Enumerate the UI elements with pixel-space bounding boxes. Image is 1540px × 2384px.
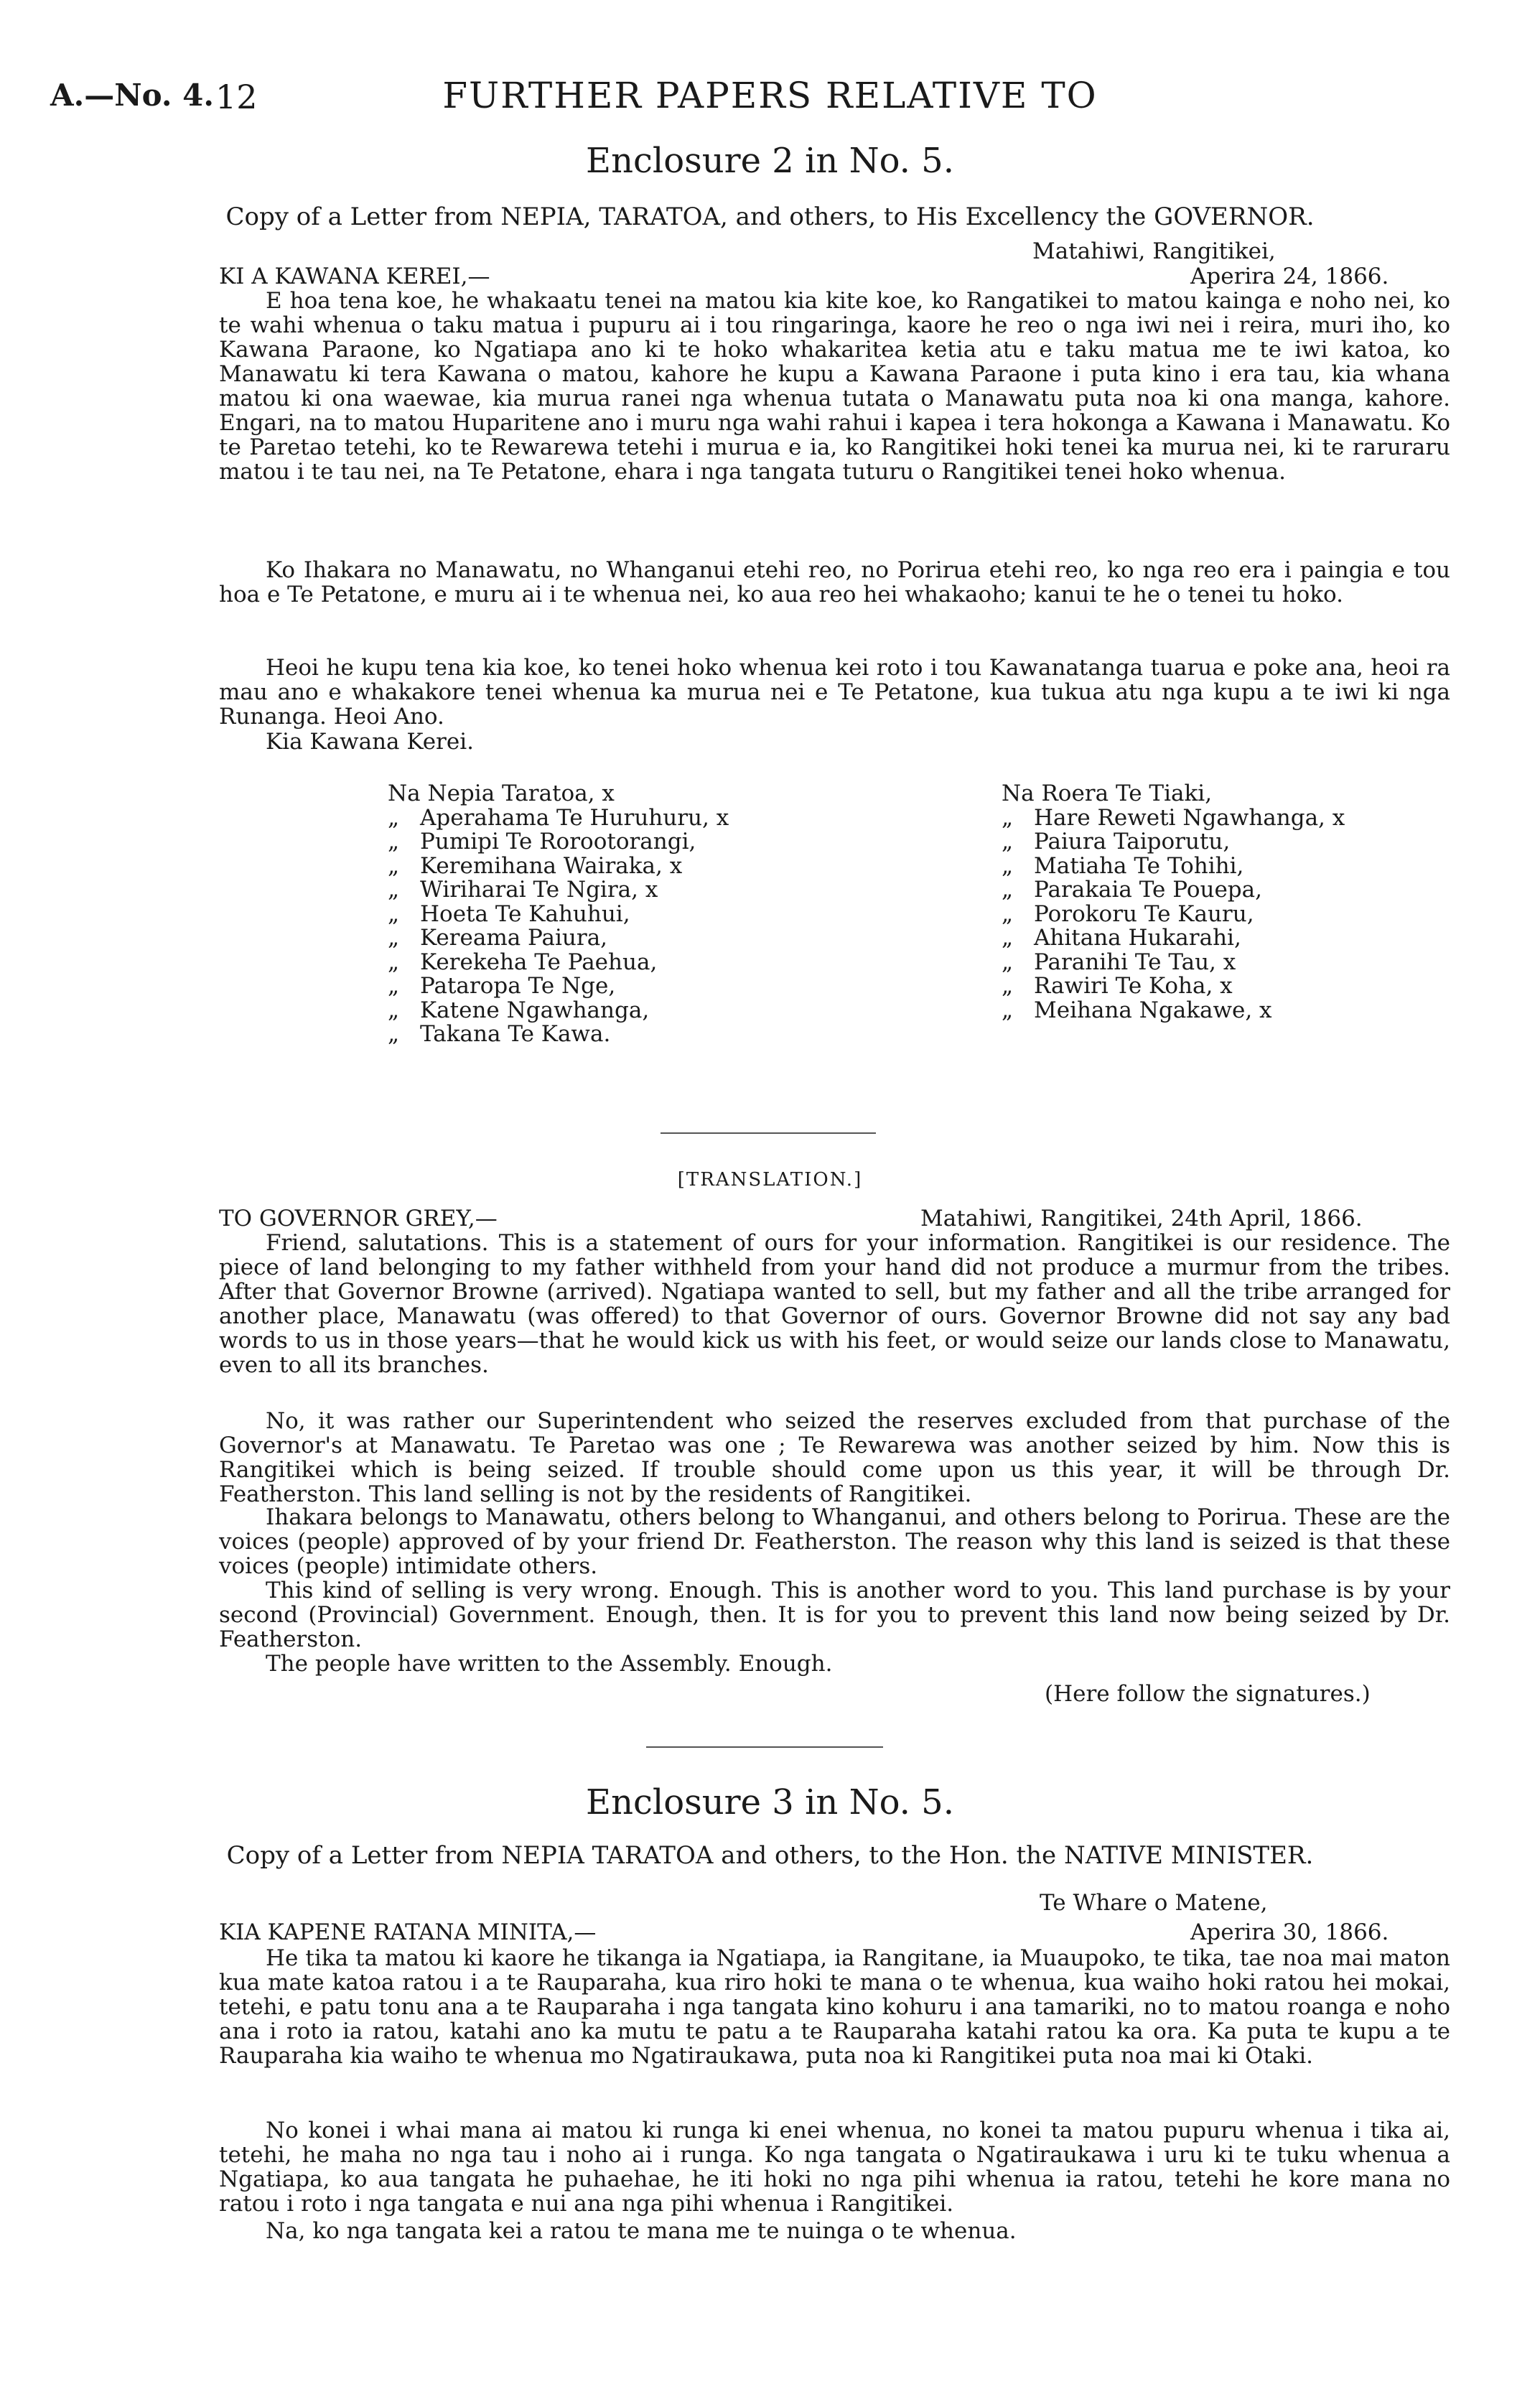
signature-name: Pataropa Te Nge, bbox=[420, 973, 616, 999]
enclosure-2-place: Matahiwi, Rangitikei, bbox=[1032, 238, 1276, 264]
ditto-mark: „ bbox=[388, 973, 400, 999]
page-number: 12 bbox=[215, 78, 258, 116]
enclosure-2-maori-paragraph-3: Heoi he kupu tena kia koe, ko tenei hoko whenua kei roto i tou Kawanatanga tuarua e poke ana, heoi ra mau ano e whakakore tenei whenua ka murua nei e Te Petatone, kua tukua atu nga kupu a te iwi ki nga Runanga. Heoi Ano. bbox=[219, 655, 1450, 730]
translation-paragraph-5: The people have written to the Assembly. Enough. bbox=[266, 1651, 833, 1677]
signature-name: Takana Te Kawa. bbox=[420, 1021, 611, 1047]
signature-row bbox=[1002, 900, 1345, 927]
translation-date: Matahiwi, Rangitikei, 24th April, 1866. bbox=[920, 1206, 1363, 1231]
translation-paragraph-3: Ihakara belongs to Manawatu, others belong to Whanganui, and others belong to Porirua. These are the voices (people) approved of by your friend Dr. Featherston. The reason why this land is seized is that these voices (people) intimidate others. bbox=[219, 1504, 1450, 1579]
enclosure-3-place: Te Whare o Matene, bbox=[1040, 1890, 1268, 1916]
section-divider bbox=[646, 1746, 883, 1748]
enclosure-2-maori-paragraph-2: Ko Ihakara no Manawatu, no Whanganui etehi reo, no Porirua etehi reo, ko nga reo era i paingia e tou hoa e Te Petatone, e muru ai i te whenua nei, ko aua reo hei whakaoho; kanui te he o tenei tu hoko. bbox=[219, 557, 1450, 607]
ditto-mark: „ bbox=[388, 829, 400, 855]
translation-label: [TRANSLATION.] bbox=[677, 1169, 863, 1191]
signature-row bbox=[388, 974, 729, 999]
enclosure-3-salutation: KIA KAPENE RATANA MINITA,— bbox=[219, 1919, 597, 1945]
signature-row bbox=[1002, 852, 1345, 879]
signature-row bbox=[1002, 974, 1345, 999]
signature-name: Kerekeha Te Paehua, bbox=[420, 949, 658, 975]
enclosure-2-date: Aperira 24, 1866. bbox=[1190, 264, 1389, 289]
ditto-mark: „ bbox=[1002, 997, 1014, 1023]
signature-row bbox=[388, 926, 729, 951]
signature-row bbox=[388, 806, 729, 831]
signature-name: Matiaha Te Tohihi, bbox=[1034, 852, 1244, 879]
signature-name: Porokoru Te Kauru, bbox=[1034, 900, 1254, 927]
ditto-mark: „ bbox=[388, 997, 400, 1023]
signature-name: Rawiri Te Koha, x bbox=[1034, 973, 1233, 999]
enclosure-2-salutation: KI A KAWANA KEREI,— bbox=[219, 264, 490, 289]
signature-row bbox=[388, 878, 729, 903]
ditto-mark: „ bbox=[388, 925, 400, 951]
signature-name: Hoeta Te Kahuhui, bbox=[420, 900, 630, 927]
enclosure-2-heading: Enclosure 2 in No. 5. bbox=[586, 141, 954, 181]
enclosure-3-caption: Copy of a Letter from NEPIA TARATOA and others, to the Hon. the NATIVE MINISTER. bbox=[226, 1841, 1314, 1870]
signature-column-right bbox=[1002, 782, 1345, 1023]
enclosure-3-paragraph-3: Na, ko nga tangata kei a ratou te mana me te nuinga o te whenua. bbox=[266, 2218, 1017, 2244]
translation-paragraph-2: No, it was rather our Superintendent who seized the reserves excluded from that purchase of the Governor's at Manawatu. Te Paretao was one ; Te Rewarewa was another seized by him. Now this is Rangitikei which is being seized. If trouble should come upon us this year, it will be through Dr. Featherston. This land selling is not by the residents of Rangitikei. bbox=[219, 1408, 1450, 1507]
ditto-mark: „ bbox=[1002, 900, 1014, 927]
signature-name: Na Roera Te Tiaki, bbox=[1002, 781, 1213, 806]
signature-row bbox=[1002, 806, 1345, 831]
signature-row bbox=[388, 900, 729, 927]
ditto-mark: „ bbox=[388, 852, 400, 879]
signature-row bbox=[1002, 999, 1345, 1023]
ditto-mark: „ bbox=[388, 900, 400, 927]
signature-row bbox=[388, 951, 729, 975]
signature-row bbox=[1002, 926, 1345, 951]
enclosure-2-maori-paragraph-1: E hoa tena koe, he whakaatu tenei na matou kia kite koe, ko Rangatikei to matou kainga e noho nei, ko te wahi whenua o taku matua i pupuru ai i tou ringaringa, kaore he reo o nga iwi nei i reira, muri iho, ko Kawana Paraone, ko Ngatiapa ano ki te hoko whakaritea ketia atu e taku matua me te iwi katoa, ko Manawatu ki tera Kawana o matou, kahore he kupu a Kawana Paraone i puta kino i era tau, kia whana matou ki ona waewae, kia murua ranei nga whenua tutata o Manawatu puta noa ki ona manga, kahore. Engari, na to matou Huparitene ano i muru nga wahi rahui i kapea i tera hokonga a Kawana i Manawatu. Ko te Paretao tetehi, ko te Rewarewa tetehi i murua e ia, ko Rangitikei hoki tenei ka murua nei, ki te raruraru matou i te tau nei, na Te Petatone, ehara i nga tangata tuturu o Rangitikei tenei hoko whenua. bbox=[219, 288, 1450, 485]
signature-name: Katene Ngawhanga, bbox=[420, 997, 650, 1023]
ditto-mark: „ bbox=[1002, 925, 1014, 951]
enclosure-2-closing: Kia Kawana Kerei. bbox=[266, 729, 474, 755]
signature-name: Paranihi Te Tau, x bbox=[1034, 949, 1236, 975]
signatures-note: (Here follow the signatures.) bbox=[1045, 1681, 1371, 1707]
signature-row bbox=[388, 830, 729, 855]
signature-column-left bbox=[388, 782, 729, 1047]
enclosure-3-heading: Enclosure 3 in No. 5. bbox=[586, 1782, 954, 1822]
translation-paragraph-1: Friend, salutations. This is a statement of ours for your information. Rangitikei is our residence. The piece of land belonging to my father withheld from your hand did not produce a murmur from the tribes. After that Governor Browne (arrived). Ngatiapa wanted to sell, but my father and all the tribe arranged for another place, Manawatu (was offered) to that Governor of ours. Governor Browne did not say any bad words to us in those years—that he would kick us with his feet, or would seize our lands close to Manawatu, even to all its branches. bbox=[219, 1230, 1450, 1378]
signature-row bbox=[388, 1023, 729, 1047]
signature-name: Ahitana Hukarahi, bbox=[1034, 925, 1241, 951]
signature-row bbox=[388, 999, 729, 1023]
signature-row bbox=[1002, 951, 1345, 975]
ditto-mark: „ bbox=[388, 804, 400, 831]
signature-name: Hare Reweti Ngawhanga, x bbox=[1034, 804, 1345, 831]
signature-row bbox=[1002, 830, 1345, 855]
ditto-mark: „ bbox=[388, 949, 400, 975]
signature-name: Keremihana Wairaka, x bbox=[420, 852, 683, 879]
signature-row bbox=[1002, 878, 1345, 903]
signature-name: Wiriharai Te Ngira, x bbox=[420, 877, 658, 903]
signature-name: Kereama Paiura, bbox=[420, 925, 608, 951]
ditto-mark: „ bbox=[1002, 973, 1014, 999]
signature-name: Paiura Taiporutu, bbox=[1034, 829, 1231, 855]
signature-row bbox=[388, 852, 729, 879]
ditto-mark: „ bbox=[1002, 804, 1014, 831]
ditto-mark: „ bbox=[1002, 877, 1014, 903]
enclosure-3-paragraph-1: He tika ta matou ki kaore he tikanga ia Ngatiapa, ia Rangitane, ia Muaupoko, te tika, tae noa mai maton kua mate katoa ratou i a te Rauparaha, kua riro hoki te mana o te whenua, kua waiho hoki ratou hei mokai, tetehi, e patu tonu ana a te Rauparaha i nga tangata kino kohuru i ana tamariki, no to matou roanga e noho ana i roto ia ratou, katahi ano ka mutu te patu a te Rauparaha katahi ratou ka ora. Ka puta te kupu a te Rauparaha kia waiho te whenua mo Ngatiraukawa, puta noa ki Rangitikei puta noa mai ki Otaki. bbox=[219, 1945, 1450, 2069]
running-title: FURTHER PAPERS RELATIVE TO bbox=[442, 75, 1098, 116]
translation-paragraph-4: This kind of selling is very wrong. Enough. This is another word to you. This land purchase is by your second (Provincial) Government. Enough, then. It is for you to prevent this land now being seized by Dr. Featherston. bbox=[219, 1578, 1450, 1652]
enclosure-2-caption: Copy of a Letter from NEPIA, TARATOA, and others, to His Excellency the GOVERNOR. bbox=[225, 202, 1315, 231]
ditto-mark: „ bbox=[1002, 829, 1014, 855]
enclosure-3-paragraph-2: No konei i whai mana ai matou ki runga ki enei whenua, no konei ta matou pupuru whenua i tika ai, tetehi, he maha no nga tau i noho ai i runga. Ko nga tangata o Ngatiraukawa i uru ki te tuku whenua a Ngatiapa, ko aua tangata he puhaehae, he iti hoki no nga pihi whenua ia ratou, tetehi he kore mana no ratou i roto i nga tangata e nui ana nga pihi whenua i Rangitikei. bbox=[219, 2118, 1450, 2217]
enclosure-3-date: Aperira 30, 1866. bbox=[1190, 1919, 1389, 1945]
ditto-mark: „ bbox=[388, 1021, 400, 1047]
document-reference: A.—No. 4. bbox=[50, 78, 214, 113]
ditto-mark: „ bbox=[1002, 852, 1014, 879]
signature-name: Aperahama Te Huruhuru, x bbox=[420, 804, 729, 831]
ditto-mark: „ bbox=[388, 877, 400, 903]
signature-name: Na Nepia Taratoa, x bbox=[388, 781, 615, 806]
signature-name: Meihana Ngakawe, x bbox=[1034, 997, 1272, 1023]
signature-name: Parakaia Te Pouepa, bbox=[1034, 877, 1262, 903]
section-divider bbox=[661, 1132, 876, 1134]
signature-name: Pumipi Te Rorootorangi, bbox=[420, 829, 696, 855]
ditto-mark: „ bbox=[1002, 949, 1014, 975]
translation-salutation: TO GOVERNOR GREY,— bbox=[219, 1206, 498, 1231]
